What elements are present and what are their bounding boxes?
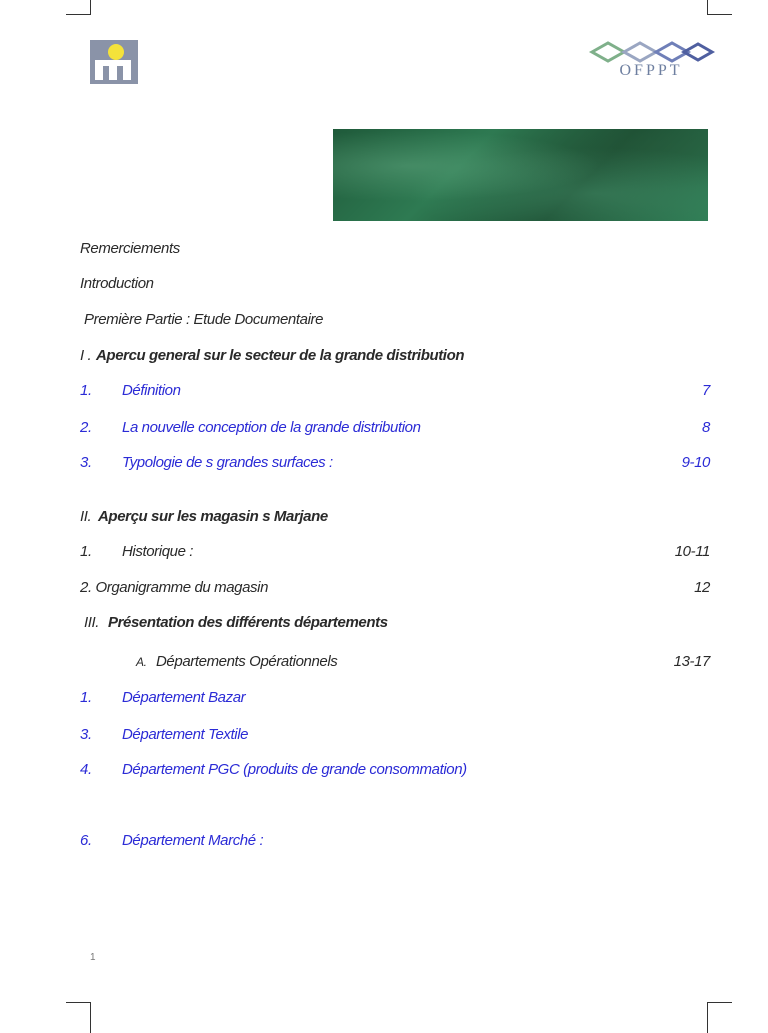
toc-section-II[interactable]: II. Aperçu sur les magasin s Marjane [80, 508, 328, 525]
toc-item-textile[interactable]: 3. Département Textile [80, 726, 249, 743]
toc-item-marche[interactable]: 6. Département Marché : [80, 832, 264, 849]
toc-item-remerciements[interactable]: Remerciements [80, 240, 180, 257]
toc-section-I[interactable]: I . Apercu general sur le secteur de la grande distribution [80, 347, 465, 364]
ofppt-wordmark: OFPPT [619, 62, 683, 79]
ofppt-diamonds-icon [586, 40, 716, 64]
crop-mark-bottom-right [707, 1002, 732, 1033]
toc-item-introduction[interactable]: Introduction [80, 275, 154, 292]
toc-item-nouvelle-conception[interactable]: 2. La nouvelle conception de la grande distribution 8 [80, 419, 710, 436]
ofppt-logo [586, 40, 716, 80]
toc-item-pgc[interactable]: 4. Département PGC (produits de grande consommation) [80, 761, 467, 778]
green-marble-banner [333, 129, 708, 221]
toc-item-historique[interactable]: 1. Historique : 10-11 [80, 543, 710, 560]
crop-mark-bottom-left [66, 1002, 91, 1033]
crop-mark-top-left [66, 0, 91, 15]
toc-item-typologie[interactable]: 3. Typologie de s grandes surfaces : 9-10 [80, 454, 710, 471]
page-number: 1 [90, 952, 96, 963]
toc-item-definition[interactable]: 1. Définition 7 [80, 382, 710, 399]
toc-item-bazar[interactable]: 1. Département Bazar [80, 689, 246, 706]
toc-item-organigramme[interactable]: 2. Organigramme du magasin 12 [80, 579, 710, 596]
toc-section-III[interactable]: III. Présentation des différents départements [84, 614, 388, 631]
institution-logo-icon [90, 40, 138, 84]
toc-item-premiere-partie[interactable]: Première Partie : Etude Documentaire [84, 311, 324, 328]
toc-item-departements-operationnels[interactable]: A. Départements Opérationnels 13-17 [136, 653, 710, 670]
crop-mark-top-right [707, 0, 732, 15]
